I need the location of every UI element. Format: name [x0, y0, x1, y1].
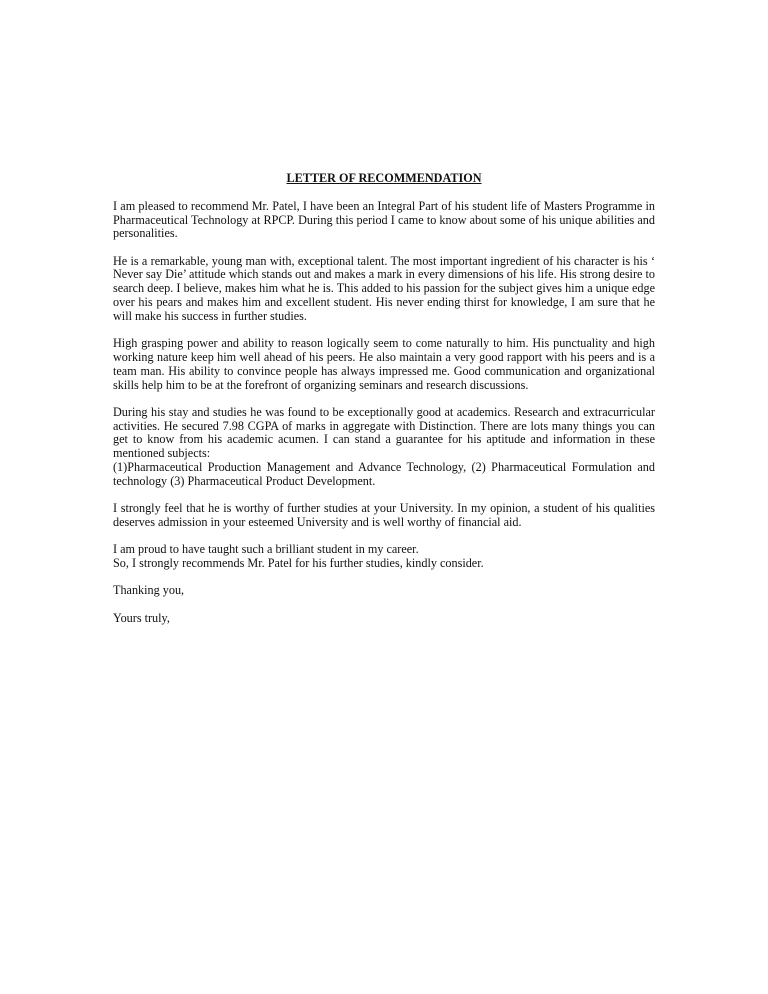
recommend-line: So, I strongly recommends Mr. Patel for his further studies, kindly consider.: [113, 556, 484, 571]
paragraph-intro: I am pleased to recommend Mr. Patel, I have been an Integral Part of his student life of Masters Programme in Pharmaceutical Technology at RPCP. During this period I came to know about some of his unique abilities and personalities.: [113, 198, 655, 241]
subjects-list: (1)Pharmaceutical Production Management and Advance Technology, (2) Pharmaceutical Formulation and technology (3) Pharmaceutical Product Development.: [113, 460, 655, 488]
letter-title: LETTER OF RECOMMENDATION: [286, 171, 482, 185]
proud-line: I am proud to have taught such a brilliant student in my career.: [113, 542, 419, 557]
paragraph-character: He is a remarkable, young man with, exceptional talent. The most important ingredient of his character is his ‘ Never say Die’ attitude which stands out and makes a mark in every dimensions of his life. His strong desire to search deep. I believe, makes him what he is. This added to his passion for the subject gives him a unique edge over his pears and makes him and excellent student. His never ending thirst for knowledge, I am sure that he will make his success in further studies.: [113, 253, 655, 323]
paragraph-worthy: I strongly feel that he is worthy of further studies at your University. In my opinion, a student of his qualities deserves admission in your esteemed University and is well worthy of financial aid.: [113, 501, 655, 529]
letter-page: [113, 172, 655, 640]
paragraph-abilities: High grasping power and ability to reason logically seem to come naturally to him. His punctuality and high working nature keep him well ahead of his peers. He also maintain a very good rapport with his peers and is a team man. His ability to convince people has always impressed me. Good communication and organizational skills help him to be at the forefront of organizing seminars and research discussions.: [113, 336, 655, 392]
thanking-line: Thanking you,: [113, 583, 185, 598]
paragraph-proud: [113, 543, 655, 571]
paragraph-academics: [113, 406, 655, 489]
signoff-line: Yours truly,: [113, 611, 170, 626]
academics-text: During his stay and studies he was found to be exceptionally good at academics. Research and extracurricular activities. He secured 7.98 CGPA of marks in aggregate with Distinction. There are lots many things you can get to know from his academic acumen. I can stand a guarantee for his aptitude and information in these mentioned subjects:: [113, 404, 655, 461]
